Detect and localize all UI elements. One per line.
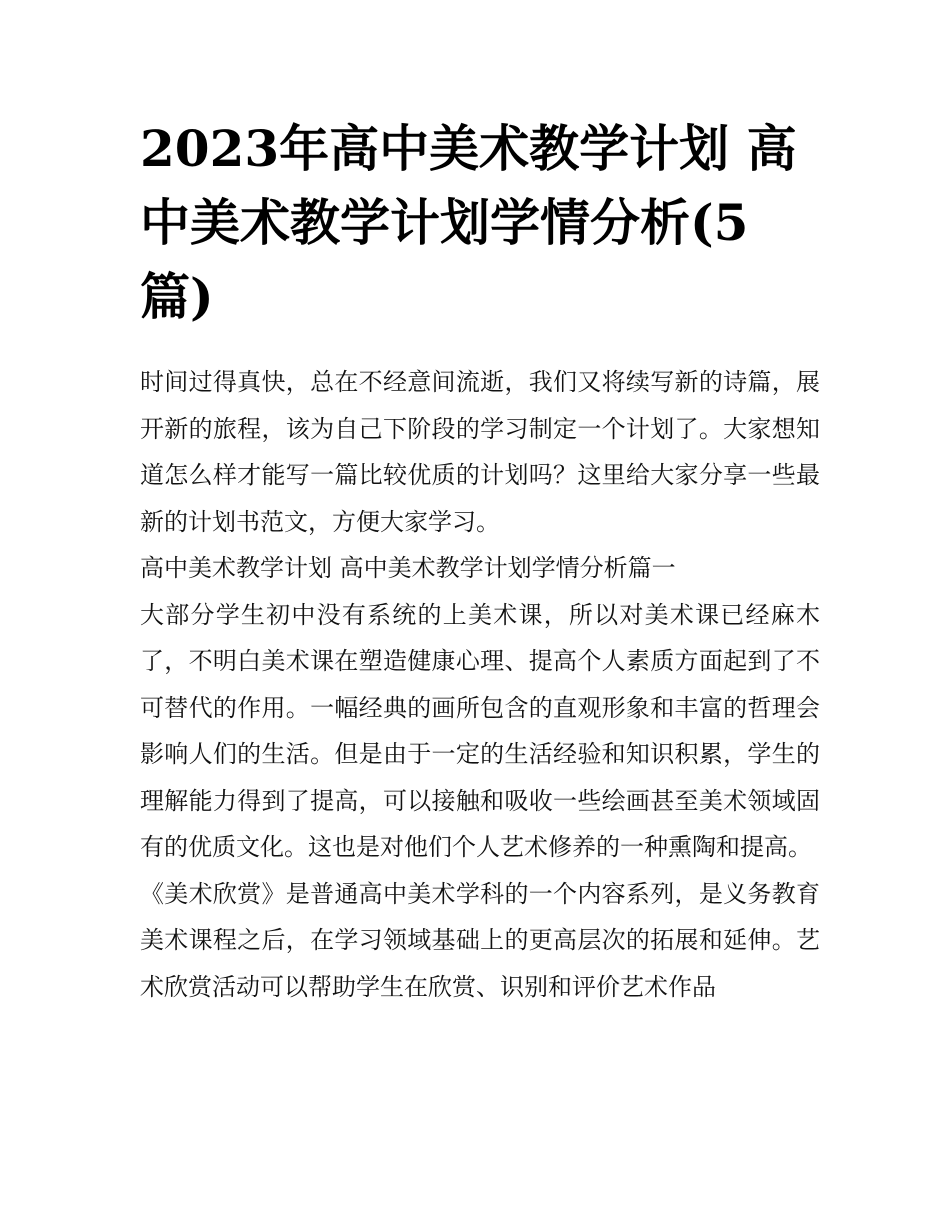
intro-paragraph: 时间过得真快，总在不经意间流逝，我们又将续写新的诗篇，展开新的旅程，该为自己下阶段的学习制定一个计划了。大家想知道怎么样才能写一篇比较优质的计划吗？这里给大家分享一些最新的计划书范文，方便大家学习。 bbox=[140, 368, 820, 536]
document-body bbox=[140, 359, 820, 1010]
document-title: 2023年高中美术教学计划 高中美术教学计划学情分析(5篇) bbox=[140, 119, 797, 326]
body-paragraph: 《美术欣赏》是普通高中美术学科的一个内容系列，是义务教育美术课程之后，在学习领域基础上的更高层次的拓展和延伸。艺术欣赏活动可以帮助学生在欣赏、识别和评价艺术作品 bbox=[140, 879, 820, 1001]
section-heading: 高中美术教学计划 高中美术教学计划学情分析篇一 bbox=[140, 554, 676, 582]
body-paragraph: 大部分学生初中没有系统的上美术课，所以对美术课已经麻木了，不明白美术课在塑造健康心理、提高个人素质方面起到了不可替代的作用。一幅经典的画所包含的直观形象和丰富的哲理会影响人们的生活。但是由于一定的生活经验和知识积累，学生的理解能力得到了提高，可以接触和吸收一些绘画甚至美术领域固有的优质文化。这也是对他们个人艺术修养的一种熏陶和提高。 bbox=[140, 600, 820, 861]
